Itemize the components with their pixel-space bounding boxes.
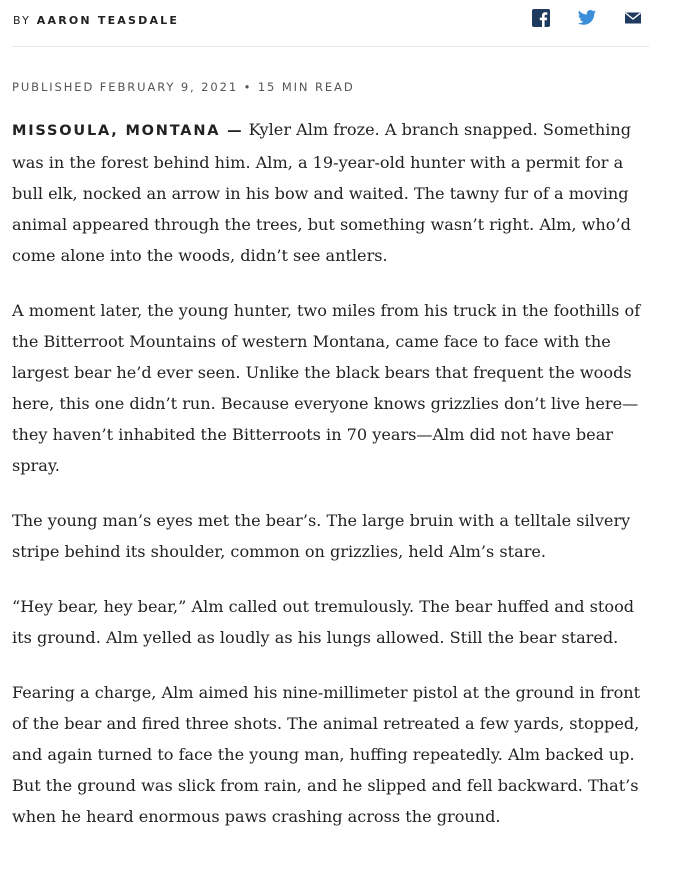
- paragraph-1-text: Kyler Alm froze. A branch snapped. Something was in the forest behind him. Alm, a 19-year-old hunter with a permit for a bull elk, nocked an arrow in his bow and waited. The tawny fur of a moving animal appeared through the trees, but something wasn’t right. Alm, who’d come alone into the woods, didn’t see antlers.: [12, 120, 632, 265]
- byline: [13, 14, 179, 27]
- paragraph-3: The young man’s eyes met the bear’s. The large bruin with a telltale silvery stripe behind its shoulder, common on grizzlies, held Alm’s stare.: [12, 511, 631, 561]
- byline-prefix: BY: [13, 14, 32, 27]
- facebook-icon[interactable]: [531, 8, 551, 28]
- paragraph-1: [12, 114, 649, 271]
- paragraph-4: “Hey bear, hey bear,” Alm called out tremulously. The bear huffed and stood its ground. Alm yelled as loudly as his lungs allowed. Still the bear stared.: [12, 597, 635, 647]
- publish-meta: PUBLISHED FEBRUARY 9, 2021 • 15 MIN READ: [12, 80, 355, 94]
- article-body: [12, 114, 649, 832]
- paragraph-2: A moment later, the young hunter, two miles from his truck in the foothills of the Bitterroot Mountains of western Montana, came face to face with the largest bear he’d ever seen. Unlike the black bears that frequent the woods here, this one didn’t run. Because everyone knows grizzlies don’t live here—they haven’t inhabited the Bitterroots in 70 years—Alm did not have bear spray.: [12, 301, 641, 475]
- author-name[interactable]: AARON TEASDALE: [36, 14, 180, 27]
- email-icon[interactable]: [623, 8, 643, 28]
- paragraph-5: Fearing a charge, Alm aimed his nine-millimeter pistol at the ground in front of the bear and fired three shots. The animal retreated a few yards, stopped, and again turned to face the young man, huffing repeatedly. Alm backed up. But the ground was slick from rain, and he slipped and fell backward. That’s when he heard enormous paws crashing across the ground.: [12, 683, 641, 826]
- share-bar: [531, 8, 643, 28]
- byline-bar: [12, 0, 649, 47]
- twitter-icon[interactable]: [577, 8, 597, 28]
- dateline: MISSOULA, MONTANA —: [12, 123, 244, 139]
